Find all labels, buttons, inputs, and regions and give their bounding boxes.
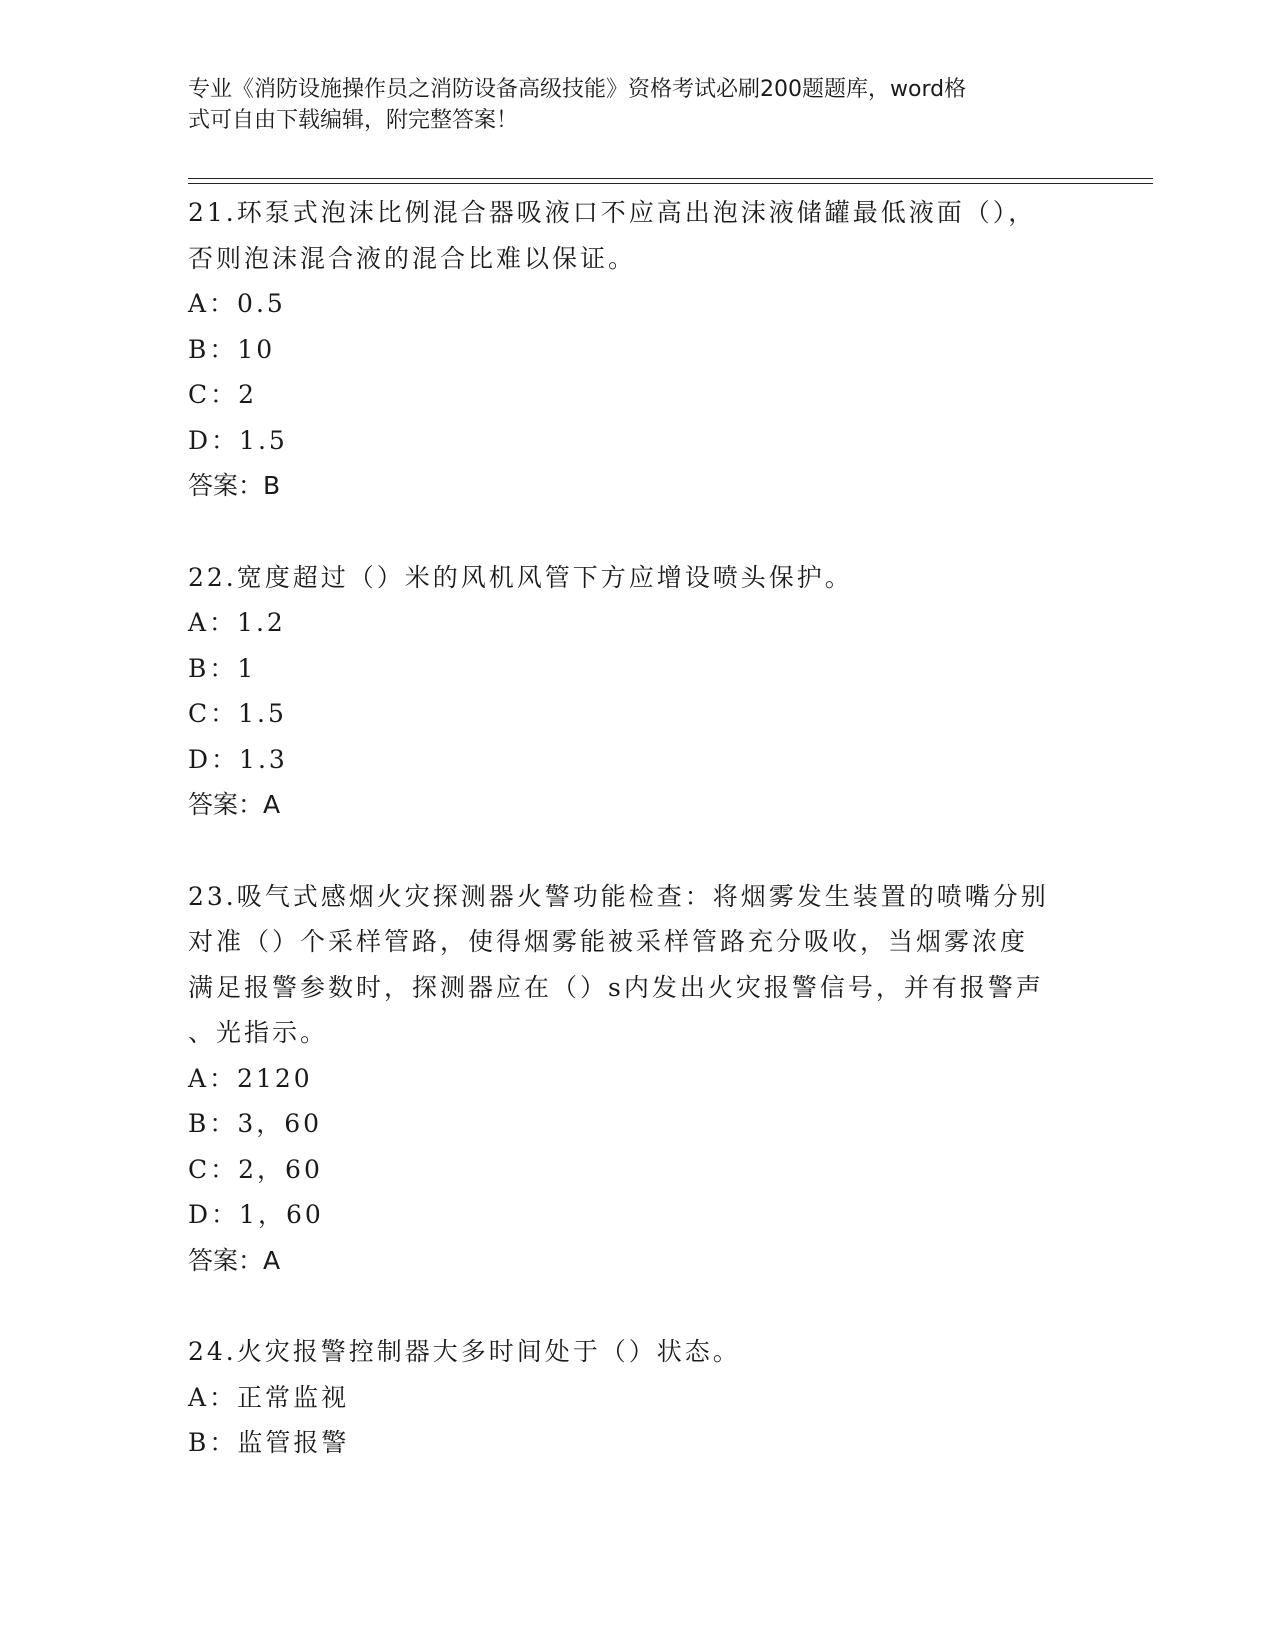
option-c: C：2 <box>188 380 258 409</box>
option-a: A：1.2 <box>188 608 286 637</box>
question-stem-line: 对准（）个采样管路，使得烟雾能被采样管路充分吸收，当烟雾浓度 <box>188 927 1029 956</box>
question-stem-line: 否则泡沫混合液的混合比难以保证。 <box>188 243 637 273</box>
question-23 <box>188 874 1088 1284</box>
document-header <box>188 74 1088 136</box>
answer-label: 答案：B <box>188 471 281 500</box>
header-line-1: 专业《消防设施操作员之消防设备高级技能》资格考试必刷200题题库，word格 <box>188 77 967 102</box>
option-a: A：0.5 <box>188 289 286 318</box>
option-b: B：10 <box>188 334 276 364</box>
option-d: D：1.5 <box>188 425 288 455</box>
option-c: C：1.5 <box>188 699 287 728</box>
question-stem-line: 23.吸气式感烟火灾探测器火警功能检查：将烟雾发生装置的喷嘴分别 <box>188 881 1049 911</box>
option-a: A：2120 <box>188 1063 313 1093</box>
header-divider-top <box>188 178 1153 179</box>
question-stem-line: 24.火灾报警控制器大多时间处于（）状态。 <box>188 1337 741 1366</box>
answer-label: 答案：A <box>188 1245 281 1275</box>
option-c: C：2，60 <box>188 1154 323 1184</box>
option-b: B：监管报警 <box>188 1428 350 1457</box>
option-b: B：1 <box>188 653 257 683</box>
option-d: D：1.3 <box>188 744 288 774</box>
question-stem-line: 22.宽度超过（）米的风机风管下方应增设喷头保护。 <box>188 562 853 592</box>
question-22 <box>188 555 1088 828</box>
option-d: D：1，60 <box>188 1200 324 1229</box>
question-24 <box>188 1329 1088 1466</box>
question-list <box>188 190 1088 1512</box>
header-divider-bottom <box>188 183 1153 184</box>
header-line-2: 式可自由下载编辑，附完整答案！ <box>188 108 519 133</box>
option-b: B：3，60 <box>188 1109 323 1138</box>
question-stem-line: 21.环泵式泡沫比例混合器吸液口不应高出泡沫液储罐最低液面（）， <box>188 198 1037 227</box>
question-21 <box>188 190 1088 509</box>
question-stem-line: 满足报警参数时，探测器应在（）s内发出火灾报警信号，并有报警声 <box>188 972 1044 1002</box>
answer-label: 答案：A <box>188 790 281 819</box>
question-stem-line: 、光指示。 <box>188 1018 329 1047</box>
option-a: A：正常监视 <box>188 1382 350 1412</box>
